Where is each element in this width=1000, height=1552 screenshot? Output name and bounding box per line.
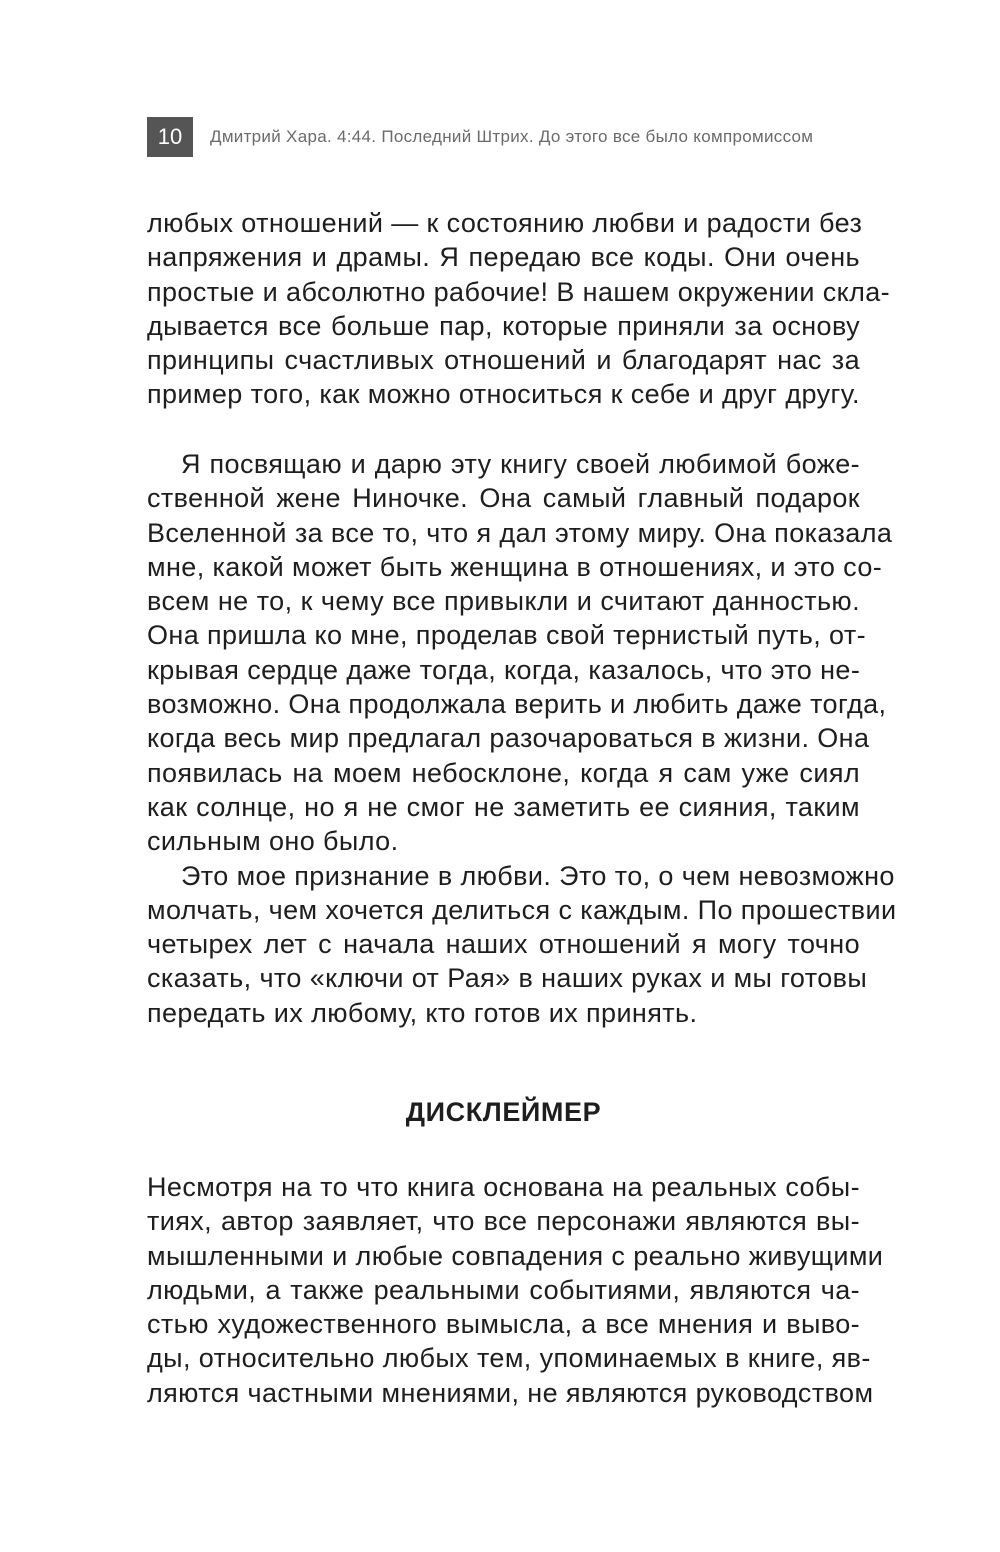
text-line: дывается все больше пар, которые приняли за основу — [147, 310, 860, 341]
text-line: сказать, что «ключи от Рая» в наших руках и мы готовы — [147, 963, 868, 994]
section-heading: ДИСКЛЕЙМЕР — [405, 1097, 602, 1127]
text-line: людьми, а также реальными событиями, являются ча- — [147, 1274, 860, 1305]
running-head — [147, 117, 813, 157]
running-title: Дмитрий Хара. 4:44. Последний Штрих. До этого все было компромиссом — [210, 127, 814, 146]
text-line: Она пришла ко мне, проделав свой тернистый путь, от- — [147, 620, 866, 651]
text-line: тиях, автор заявляет, что все персонажи являются вы- — [147, 1206, 860, 1237]
text-line: любых отношений — к состоянию любви и радости без — [147, 208, 863, 238]
text-line: ляются частными мнениями, не являются руководством — [147, 1377, 874, 1408]
text-line: напряжения и драмы. Я передаю все коды. Они очень — [147, 242, 860, 273]
text-line: Вселенной за все то, что я дал этому миру. Она показала — [147, 517, 893, 548]
text-line: простые и абсолютно рабочие! В нашем окружении скла- — [147, 276, 891, 307]
text-line: появилась на моем небосклоне, когда я сам уже сиял — [147, 757, 860, 788]
text-line: мышленными и любые совпадения с реально живущими — [147, 1240, 884, 1271]
text-line: молчать, чем хочется делиться с каждым. По прошествии — [147, 894, 897, 925]
paragraph-dedication — [147, 447, 897, 1030]
text-line: пример того, как можно относиться к себе и друг другу. — [147, 379, 860, 410]
text-line: мне, какой может быть женщина в отношениях, и это со- — [147, 551, 883, 582]
text-line: когда весь мир предлагал разочароваться в жизни. Она — [147, 723, 870, 754]
text-line: всем не то, к чему все привыкли и считают данностью. — [147, 586, 860, 617]
text-line: как солнце, но я не смог не заметить ее сияния, таким — [147, 791, 860, 822]
text-line: ственной жене Ниночке. Она самый главный подарок — [147, 483, 860, 514]
paragraph-disclaimer — [147, 1170, 884, 1410]
page-number: 10 — [147, 117, 193, 157]
text-line: Несмотря на то что книга основана на реальных собы- — [147, 1172, 860, 1202]
text-line: крывая сердце даже тогда, когда, казалось, что это не- — [147, 654, 861, 685]
paragraph-continued — [147, 206, 891, 412]
text-line: передать их любому, кто готов их принять. — [147, 997, 698, 1028]
text-line: Это мое признание в любви. Это то, о чем невозможно — [181, 860, 895, 891]
text-line: сильным оно было. — [147, 826, 399, 857]
text-line: Я посвящаю и дарю эту книгу своей любимой боже- — [181, 449, 860, 479]
text-line: ды, относительно любых тем, упоминаемых в книге, яв- — [147, 1343, 871, 1374]
text-line: четырех лет с начала наших отношений я могу точно — [147, 929, 860, 960]
text-line: принципы счастливых отношений и благодарят нас за — [147, 345, 860, 376]
text-line: возможно. Она продолжала верить и любить даже тогда, — [147, 689, 887, 720]
text-line: стью художественного вымысла, а все мнения и выво- — [147, 1309, 860, 1340]
